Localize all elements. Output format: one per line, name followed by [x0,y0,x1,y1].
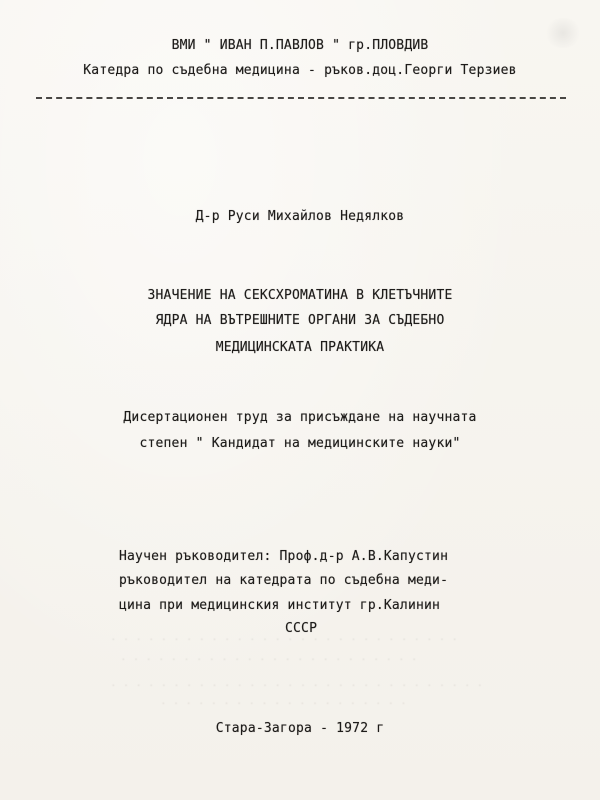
bleed-through-line: . . . . . . . . . . . . . . . . . . . . . . . . . . . . . . [110,678,483,689]
department-line: Катедра по съдебна медицина - ръков.доц.Георги Терзиев [83,63,517,78]
bleed-through-line: . . . . . . . . . . . . . . . . . . . . [160,696,407,707]
supervisor-line-2: ръководител на катедрата по съдебна меди- [119,573,449,588]
purpose-line-2: степен " Кандидат на медицинските науки" [139,436,461,451]
purpose-line-1: Дисертационен труд за присъждане на научната [123,410,477,425]
author-name: Д-р Руси Михайлов Недялков [195,209,405,224]
title-line-2: ЯДРА НА ВЪТРЕШНИТЕ ОРГАНИ ЗА СЪДЕБНО [155,313,445,328]
bleed-through-line: . . . . . . . . . . . . . . . . . . . . . . . . [120,652,418,663]
supervisor-line-1: Научен ръководител: Проф.д-р А.В.Капустин [119,549,449,564]
place-year: Стара-Загора - 1972 г [215,721,385,736]
bleed-through-line: . . . . . . . . . . . . . . . . . . . . . . . . . . . . [110,632,458,643]
title-line-1: ЗНАЧЕНИЕ НА СЕКСХРОМАТИНА В КЛЕТЪЧНИТЕ [147,288,453,303]
supervisor-line-4: СССР [285,621,318,636]
supervisor-line-3: цина при медицинския институт гр.Калинин [119,598,441,613]
title-line-3: МЕДИЦИНСКАТА ПРАКТИКА [215,340,385,355]
institution-line: ВМИ " ИВАН П.ПАВЛОВ " гр.ПЛОВДИВ [171,38,429,53]
header-divider [36,97,566,99]
